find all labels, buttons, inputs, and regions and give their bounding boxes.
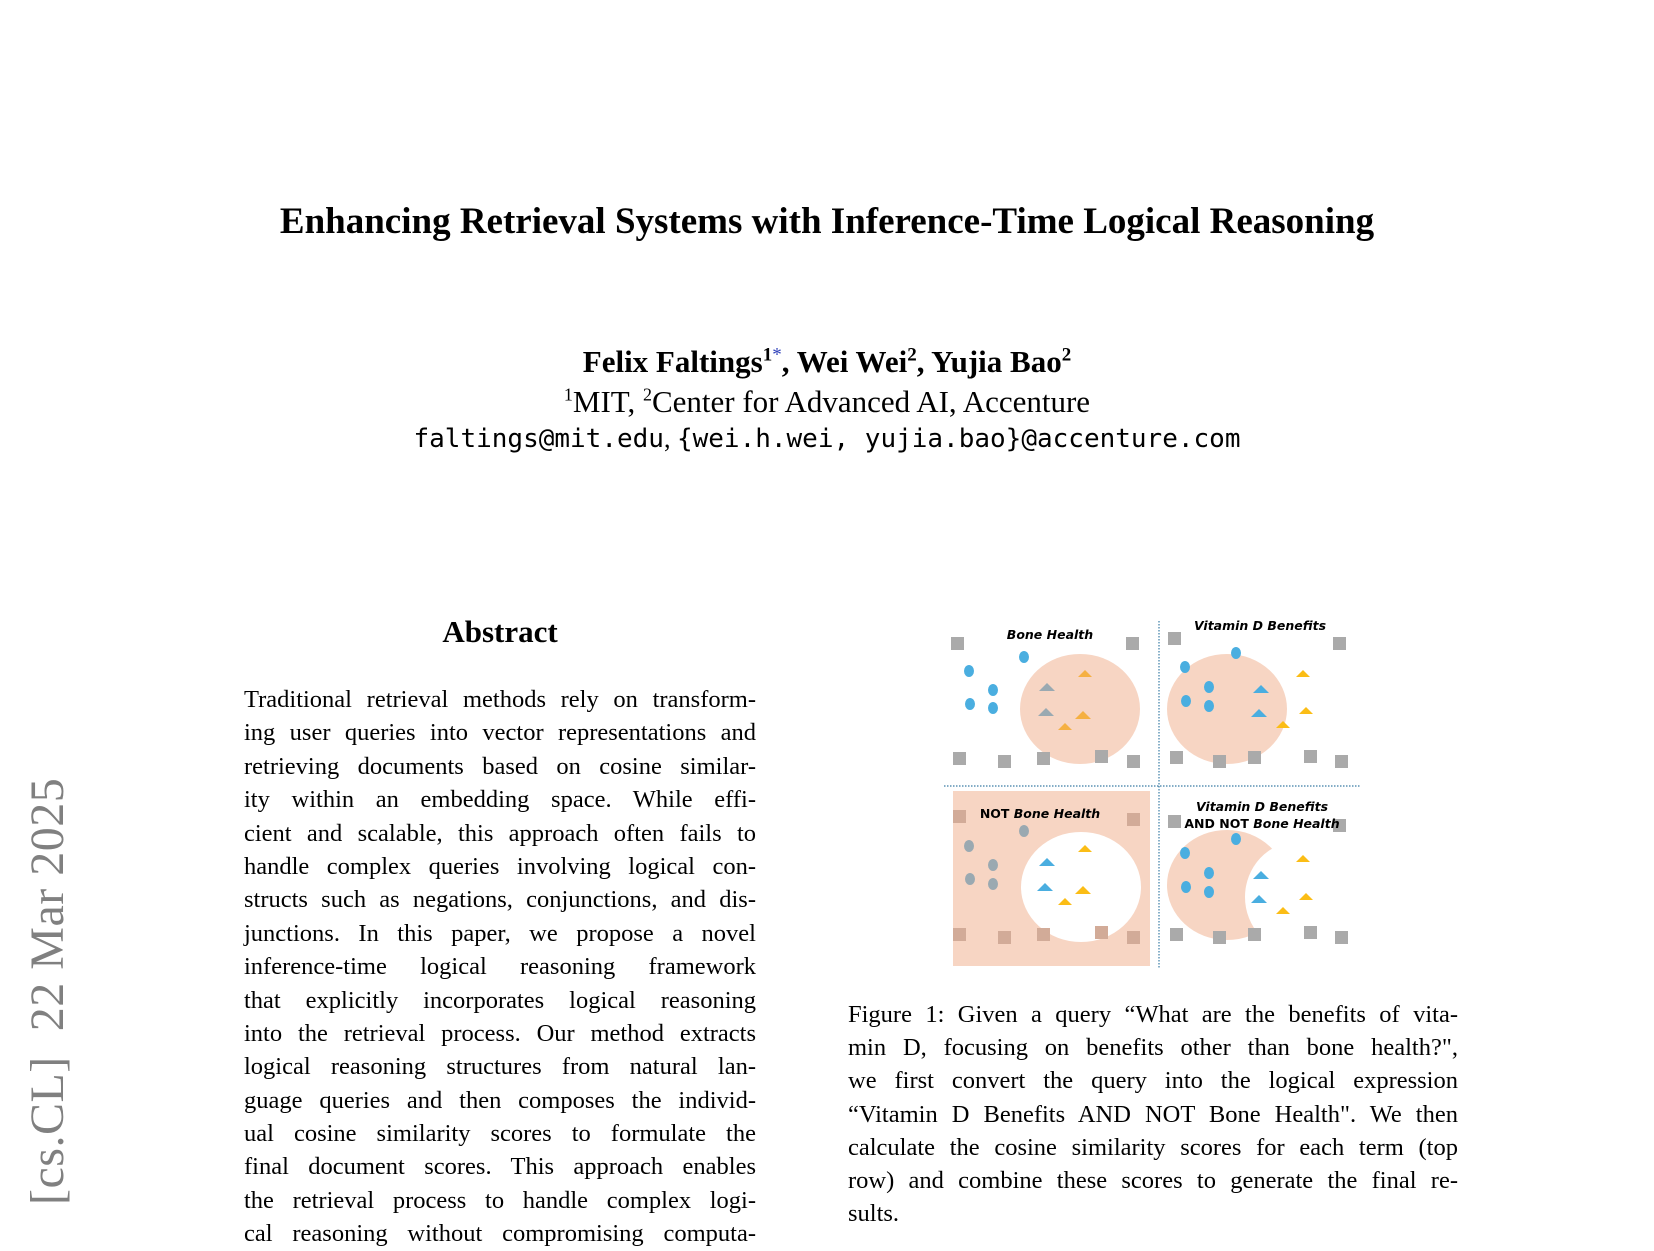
- square-icon: [1170, 751, 1183, 764]
- author-name: Felix Faltings: [582, 344, 763, 379]
- abstract-line: ity within an embedding space. While effi-: [244, 786, 756, 814]
- circle-icon: [1180, 661, 1190, 673]
- email[interactable]: {wei.h.wei, yujia.bao}@accenture.com: [676, 424, 1241, 454]
- affiliation-name: Center for Advanced AI, Accenture: [651, 384, 1091, 419]
- abstract-line: handle complex queries involving logical con-: [244, 852, 756, 880]
- circle-icon: [964, 840, 974, 852]
- square-icon: [951, 637, 964, 650]
- square-icon: [998, 931, 1011, 944]
- affiliations: $^1$MIT, $^2$Center for Advanced AI, Accenture: [563, 384, 1091, 419]
- arxiv-category: [cs.CL]: [21, 1056, 74, 1205]
- abstract-heading: Abstract: [442, 614, 558, 649]
- square-icon: [1304, 926, 1317, 939]
- abstract-line: ual cosine similarity scores to formulate the: [244, 1120, 756, 1148]
- caption-line: sults.: [848, 1200, 900, 1228]
- abstract-line: ing user queries into vector representations and: [244, 719, 756, 747]
- circle-icon: [1204, 700, 1214, 712]
- panel-label-vitamin-d-benefits: Vitamin D Benefits: [1193, 618, 1327, 633]
- circle-icon: [1181, 695, 1191, 707]
- circle-icon: [988, 878, 998, 890]
- square-icon: [1170, 928, 1183, 941]
- circle-icon: [1231, 833, 1241, 845]
- square-icon: [998, 755, 1011, 768]
- triangle-icon: [1299, 893, 1313, 900]
- square-icon: [1127, 813, 1140, 826]
- abstract-line: junctions. In this paper, we propose a novel: [244, 919, 756, 947]
- square-icon: [1126, 637, 1139, 650]
- arxiv-side-stamp: [20, 778, 75, 1205]
- circle-icon: [1180, 847, 1190, 859]
- abstract-line: guage queries and then composes the individ-: [244, 1086, 756, 1114]
- circle-icon: [988, 859, 998, 871]
- abstract-line: structs such as negations, conjunctions, and dis-: [244, 886, 756, 914]
- square-icon: [953, 928, 966, 941]
- abstract-line: final document scores. This approach enables: [244, 1153, 756, 1181]
- square-icon: [1095, 750, 1108, 763]
- author-affil-mark: 2: [907, 344, 917, 366]
- circle-icon: [1231, 647, 1241, 659]
- caption-line: calculate the cosine similarity scores for each term (top: [848, 1133, 1458, 1161]
- paper-title: Enhancing Retrieval Systems with Inference-Time Logical Reasoning: [279, 201, 1375, 242]
- author-name: Wei Wei: [796, 344, 908, 379]
- panel-vitamin-d-benefits: [1167, 632, 1348, 768]
- panel-label-vitamin-d-and-not-bone-health: Vitamin D Benefits AND NOT Bone Health: [1184, 799, 1340, 831]
- abstract-line: the retrieval process to handle complex logi-: [244, 1186, 756, 1214]
- square-icon: [1248, 928, 1261, 941]
- triangle-icon: [1296, 855, 1310, 862]
- panel-label-bone-health: Bone Health: [1006, 627, 1094, 642]
- caption-line: min D, focusing on benefits other than bone health?",: [848, 1034, 1458, 1062]
- author-list: Felix Faltings$^{1*}$, Wei Wei$^2$, Yujia Bao$^2$: [582, 344, 1072, 379]
- square-icon: [1248, 751, 1261, 764]
- abstract-body: [244, 683, 756, 1251]
- panel-vitamin-d-and-not-bone-health: [1167, 815, 1348, 944]
- affiliation-name: MIT: [572, 384, 628, 419]
- square-icon: [1095, 926, 1108, 939]
- circle-icon: [1204, 867, 1214, 879]
- abstract-line: inference-time logical reasoning framework: [244, 953, 756, 981]
- corresponding-author-mark[interactable]: *: [772, 344, 782, 366]
- square-icon: [1335, 931, 1348, 944]
- square-icon: [1213, 931, 1226, 944]
- circle-icon: [1204, 886, 1214, 898]
- abstract-line: into the retrieval process. Our method extracts: [244, 1019, 756, 1047]
- caption-line: row) and combine these scores to generate the final re-: [848, 1166, 1458, 1194]
- author-affil-mark: 1*: [762, 344, 782, 366]
- triangle-icon: [1299, 707, 1313, 714]
- square-icon: [1037, 752, 1050, 765]
- caption-line: “Vitamin D Benefits AND NOT Bone Health". We then: [848, 1100, 1458, 1128]
- circle-icon: [965, 698, 975, 710]
- circle-icon: [988, 702, 998, 714]
- set-diagram-svg: [940, 615, 1360, 970]
- square-icon: [1213, 755, 1226, 768]
- square-icon: [1335, 755, 1348, 768]
- abstract-line: cient and scalable, this approach often fails to: [244, 819, 756, 847]
- circle-icon: [988, 684, 998, 696]
- panel-label-not-bone-health: NOT Bone Health: [979, 806, 1101, 821]
- caption-line: we first convert the query into the logical expression: [848, 1067, 1458, 1095]
- figure-1-caption: [848, 998, 1458, 1230]
- square-icon: [953, 752, 966, 765]
- abstract-line: logical reasoning structures from natural lan-: [244, 1053, 756, 1081]
- abstract-line: that explicitly incorporates logical reasoning: [244, 986, 756, 1014]
- author-emails: faltings@mit.edu, {wei.h.wei, yujia.bao}@accenture.com: [413, 424, 1241, 454]
- circle-icon: [1019, 651, 1029, 663]
- abstract-line: retrieving documents based on cosine similar-: [244, 752, 756, 780]
- circle-icon: [1019, 825, 1029, 837]
- square-icon: [1168, 632, 1181, 645]
- caption-line: Figure 1: Given a query “What are the benefits of vita-: [848, 1001, 1458, 1028]
- circle-icon: [1181, 881, 1191, 893]
- author-name: Yujia Bao: [931, 344, 1062, 379]
- panel-bone-health: [951, 637, 1140, 768]
- abstract-line: cal reasoning without compromising computa-: [244, 1220, 756, 1248]
- arxiv-date: 22 Mar 2025: [21, 777, 74, 1032]
- square-icon: [1304, 750, 1317, 763]
- triangle-icon: [1296, 670, 1310, 677]
- circle-icon: [964, 665, 974, 677]
- square-icon: [1127, 755, 1140, 768]
- figure-1-diagram: [940, 615, 1360, 970]
- abstract-line: Traditional retrieval methods rely on transform-: [244, 686, 756, 713]
- square-icon: [1127, 931, 1140, 944]
- square-icon: [1333, 637, 1346, 650]
- email[interactable]: faltings@mit.edu: [413, 424, 664, 454]
- circle-icon: [1204, 681, 1214, 693]
- author-affil-mark: 2: [1061, 344, 1072, 366]
- square-icon: [1037, 928, 1050, 941]
- circle-icon: [965, 873, 975, 885]
